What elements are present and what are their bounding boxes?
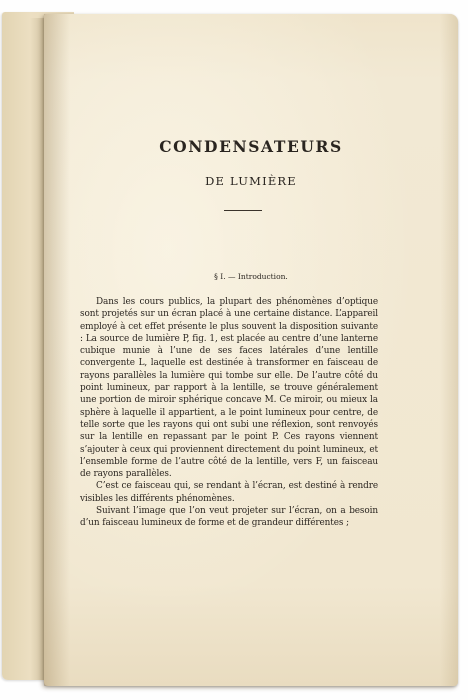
page-edge [440,14,458,686]
title-rule [224,210,262,211]
paragraph: C’est ce faisceau qui, se rendant à l’écran, est destiné à rendre visibles les différents phénomènes. [80,481,378,504]
document-subtitle: DE LUMIÈRE [205,174,297,188]
document-title: CONDENSATEURS [159,137,343,156]
paragraph: Dans les cours publics, la plupart des phénomènes d’optique sont projetés sur un écran placé à une certaine distance. L’appareil employé à cet effet présente le plus souvent la disposition suivante : La source de lumière P, fig. 1, est placée au centre d’une lanterne cubique munie à l’une de ses faces latérales d’une lentille convergente L, laquelle est destinée à transformer en faisceau de rayons parallèles la lumière qui tombe sur elle. De l’autre côté du point lumineux, par rapport à la lentille, se trouve généralement une portion de miroir sphérique concave M. Ce miroir, ou mieux la sphère à laquelle il appartient, a le point lumineux pour centre, de telle sorte que les rayons qui ont subi une réflexion, sont renvoyés sur la lentille en repassant par le point P. Ces rayons viennent s’ajouter à ceux qui proviennent directement du point lumineux, et l’ensemble forme de l’autre côté de la lentille, vers F, un faisceau de rayons parallèles. [80,297,378,480]
paragraph: Suivant l’image que l’on veut projeter sur l’écran, on a besoin d’un faisceau lumineux de forme et de grandeur différentes ; [80,506,378,529]
section-heading: § I. — Introduction. [214,272,288,281]
body-text [80,296,378,530]
page-gutter-shade [44,14,70,686]
